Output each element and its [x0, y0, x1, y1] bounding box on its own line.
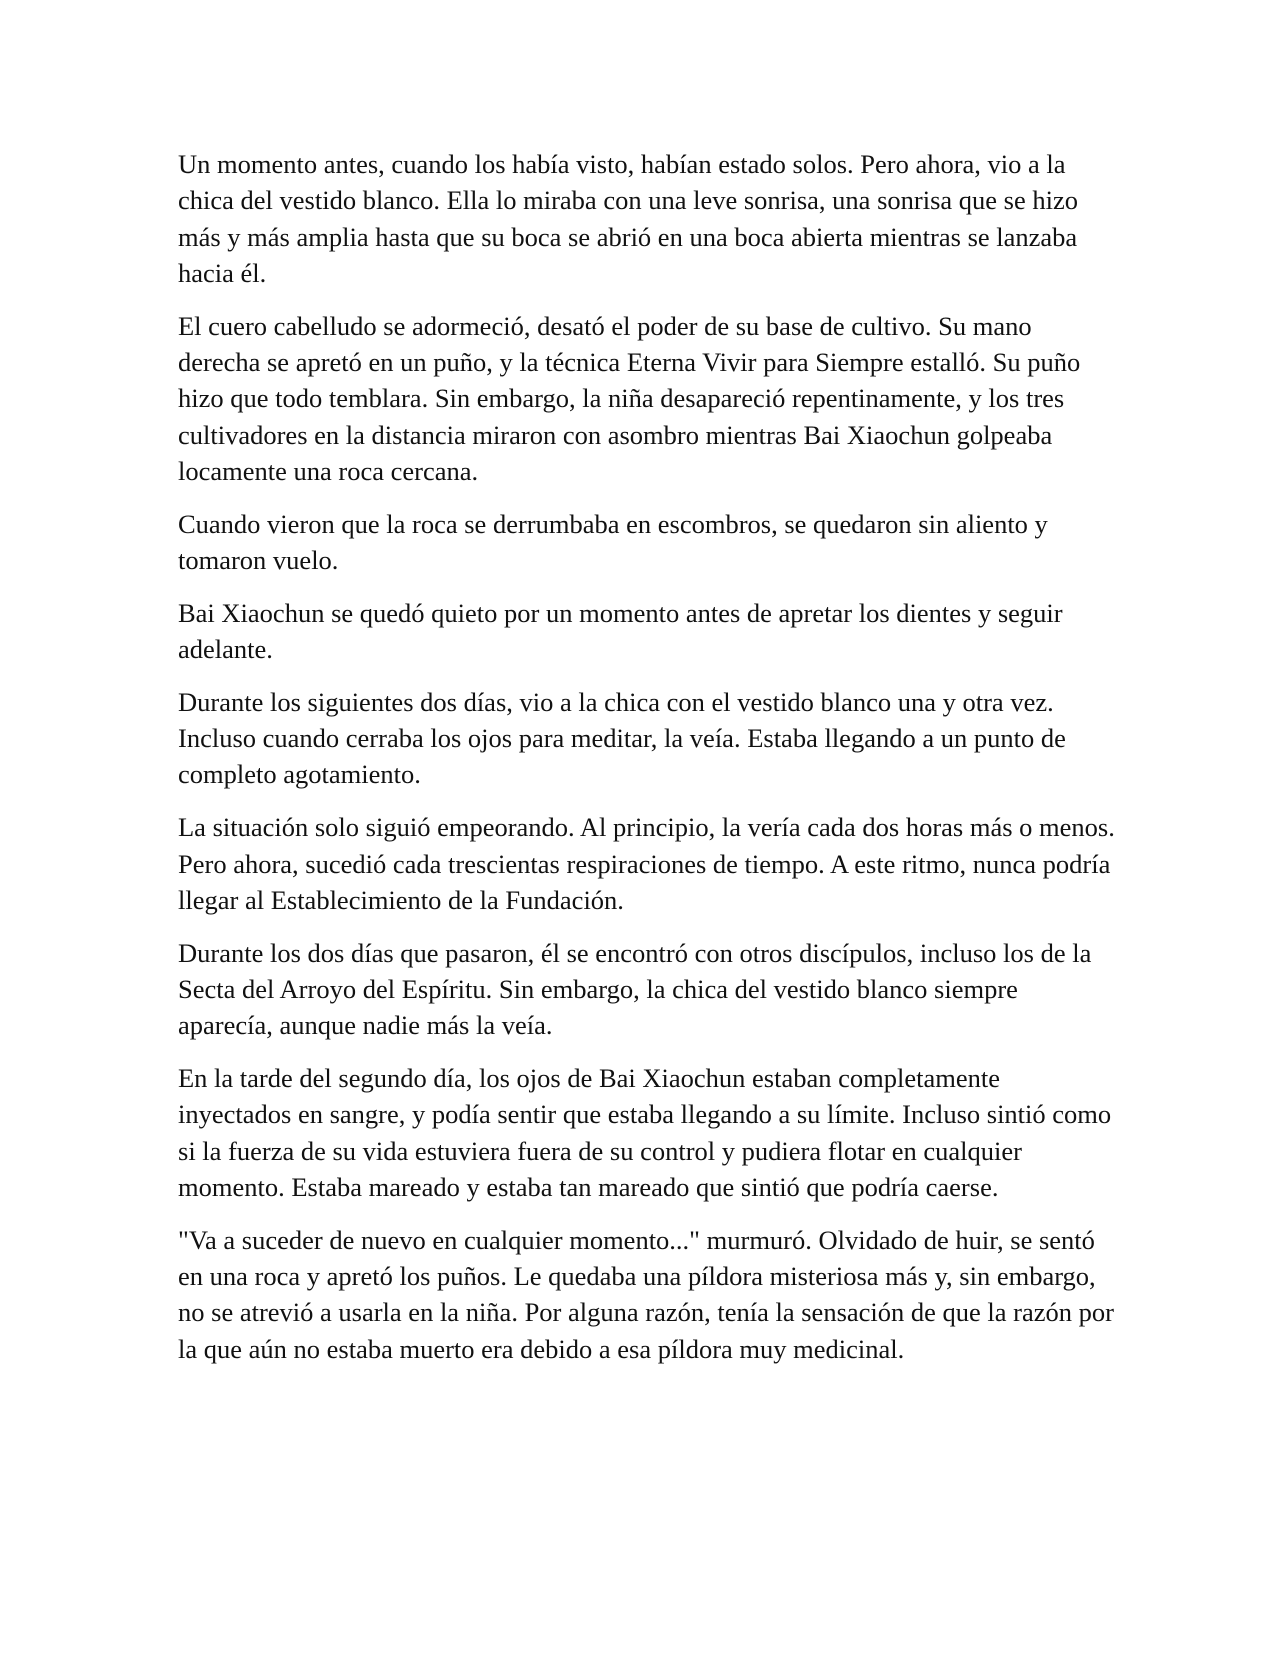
paragraph-3: Cuando vieron que la roca se derrumbaba en escombros, se quedaron sin aliento y tomaron vuelo. — [178, 508, 1048, 575]
paragraph-6: La situación solo siguió empeorando. Al principio, la vería cada dos horas más o menos. Pero ahora, sucedió cada trescientas respiraciones de tiempo. A este ritmo, nunca podría llegar al Establecimiento de la Fundación. — [178, 812, 1115, 915]
document-page — [178, 146, 1118, 1383]
paragraph-4: Bai Xiaochun se quedó quieto por un momento antes de apretar los dientes y seguir adelante. — [178, 597, 1063, 665]
paragraph-5: Durante los siguientes dos días, vio a la chica con el vestido blanco una y otra vez. Incluso cuando cerraba los ojos para meditar, la veía. Estaba llegando a un punto de completo agotamiento. — [178, 686, 1066, 790]
paragraph-2: El cuero cabelludo se adormeció, desató el poder de su base de cultivo. Su mano derecha se apretó en un puño, y la técnica Eterna Vivir para Siempre estalló. Su puño hizo que todo temblara. Sin embargo, la niña desapareció repentinamente, y los tres cultivadores en la distancia miraron con asombro mientras Bai Xiaochun golpeaba locamente una roca cercana. — [178, 310, 1081, 486]
paragraph-1: Un momento antes, cuando los había visto, habían estado solos. Pero ahora, vio a la chica del vestido blanco. Ella lo miraba con una leve sonrisa, una sonrisa que se hizo más y más amplia hasta que su boca se abrió en una boca abierta mientras se lanzaba hacia él. — [178, 149, 1078, 288]
paragraph-8: En la tarde del segundo día, los ojos de Bai Xiaochun estaban completamente inyectados en sangre, y podía sentir que estaba llegando a su límite. Incluso sintió como si la fuerza de su vida estuviera fuera de su control y pudiera flotar en cualquier momento. Estaba mareado y estaba tan mareado que sintió que podría caerse. — [178, 1063, 1112, 1202]
paragraph-7: Durante los dos días que pasaron, él se encontró con otros discípulos, incluso los de la Secta del Arroyo del Espíritu. Sin embargo, la chica del vestido blanco siempre aparecía, aunque nadie más la veía. — [178, 937, 1092, 1041]
paragraph-9: "Va a suceder de nuevo en cualquier momento..." murmuró. Olvidado de huir, se sentó en una roca y apretó los puños. Le quedaba una píldora misteriosa más y, sin embargo, no se atrevió a usarla en la niña. Por alguna razón, tenía la sensación de que la razón por la que aún no estaba muerto era debido a esa píldora muy medicinal. — [178, 1224, 1114, 1364]
